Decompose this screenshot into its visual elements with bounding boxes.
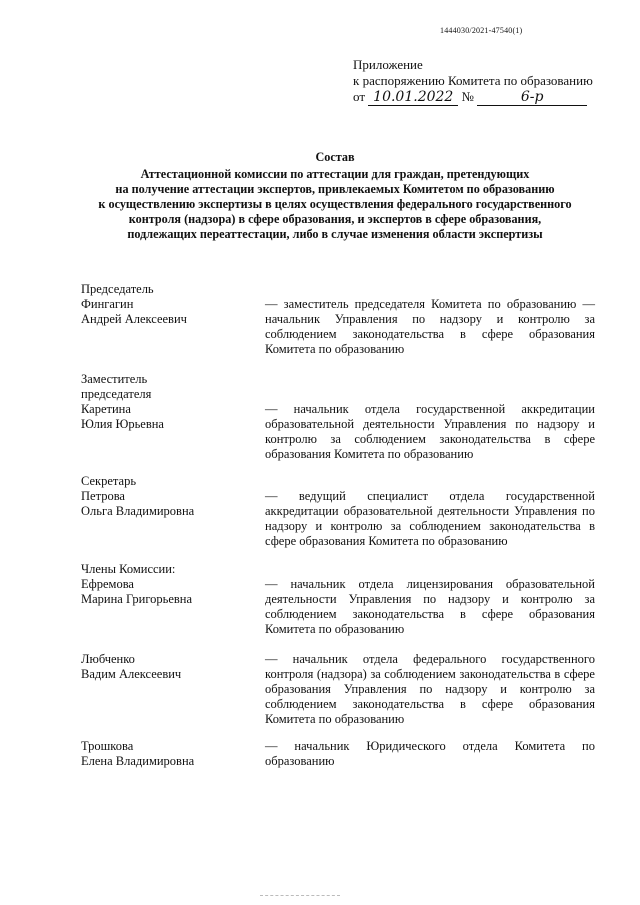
- member-surname: Любченко: [81, 652, 135, 666]
- order-number: 6-р: [477, 89, 587, 106]
- appendix-title: Приложение: [353, 57, 423, 72]
- member-surname: Фингагин: [81, 297, 134, 311]
- appendix-header: [353, 57, 613, 106]
- title-line-2: Аттестационной комиссии по аттестации для граждан, претендующих: [140, 167, 530, 181]
- member-given-name: Андрей Алексеевич: [81, 312, 187, 326]
- document-title: [70, 150, 600, 242]
- title-line-6: подлежащих переаттестации, либо в случае изменения области экспертизы: [127, 227, 543, 241]
- member-role: Председатель: [81, 282, 154, 296]
- member-given-name: Марина Григорьевна: [81, 592, 193, 606]
- page-bottom-mark: [260, 895, 340, 896]
- number-label: №: [461, 89, 474, 104]
- member-surname: Трошкова: [81, 739, 134, 753]
- member-description: — начальник Юридического отдела Комитета по образованию: [265, 739, 595, 768]
- member-surname: Петрова: [81, 489, 125, 503]
- member-surname: Каретина: [81, 402, 131, 416]
- member-given-name: Ольга Владимировна: [81, 504, 195, 518]
- member-description: — заместитель председателя Комитета по образованию — начальник Управления по надзору и контролю за соблюдением законодательства в сфере образования Комитета по образованию: [265, 297, 595, 356]
- member-given-name: Елена Владимировна: [81, 754, 195, 768]
- title-line-3: на получение аттестации экспертов, привлекаемых Комитетом по образованию: [115, 182, 555, 196]
- title-line-5: контроля (надзора) в сфере образования, и экспертов в сфере образования,: [128, 212, 542, 226]
- appendix-date-line: [353, 89, 613, 106]
- member-given-name: Юлия Юрьевна: [81, 417, 164, 431]
- member-given-name: Вадим Алексеевич: [81, 667, 182, 681]
- member-surname: Ефремова: [81, 577, 134, 591]
- member-role: Заместитель председателя: [81, 372, 152, 401]
- title-line-1: Состав: [315, 150, 355, 164]
- member-role: Секретарь: [81, 474, 137, 488]
- title-line-4: к осуществлению экспертизы в целях осуществления федерального государственного: [98, 197, 572, 211]
- appendix-order-line: к распоряжению Комитета по образованию: [353, 73, 593, 88]
- from-label: от: [353, 89, 366, 104]
- member-description: — начальник отдела государственной аккредитации образовательной деятельности Управления по надзору и контролю за соблюдением законодательства в сфере образования Комитета по образованию: [265, 402, 595, 461]
- order-date: 10.01.2022: [368, 89, 458, 106]
- document-number: 1444030/2021-47540(1): [440, 26, 523, 35]
- member-description: — начальник отдела лицензирования образовательной деятельности Управления по надзору и контролю за соблюдением законодательства в сфере образования Комитета по образованию: [265, 577, 595, 636]
- member-role: Члены Комиссии:: [81, 562, 176, 576]
- member-description: — ведущий специалист отдела государственной аккредитации образовательной деятельности Управления по надзору и контролю за соблюдением законодательства в сфере образования Комитета по образованию: [265, 489, 595, 548]
- member-description: — начальник отдела федерального государственного контроля (надзора) за соблюдением законодательства в сфере образования Управления по надзору и контролю за соблюдением законодательства в сфере образования Комитета по образованию: [265, 652, 595, 726]
